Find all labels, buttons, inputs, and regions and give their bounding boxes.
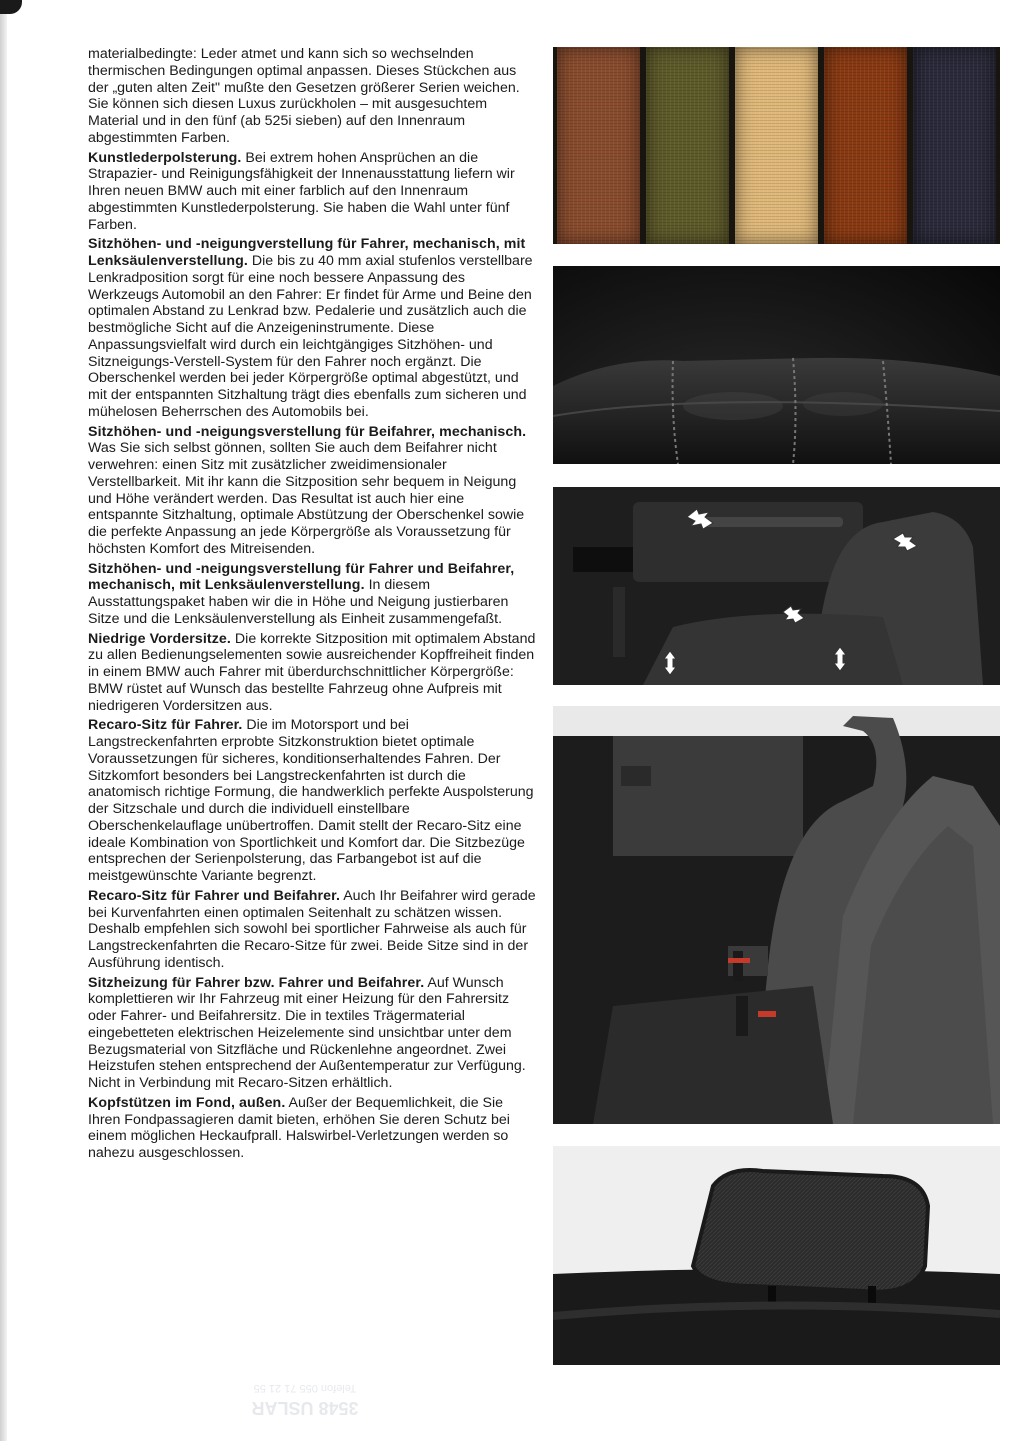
paragraph-sitzhoehe-beide — [88, 561, 536, 628]
paragraph-heading: Sitzhöhen- und -neigungsverstellung für Beifahrer, mechanisch. — [88, 423, 527, 440]
leather-seat-photo — [553, 266, 1000, 464]
paragraph-body: Was Sie sich selbst gönnen, sollten Sie auch dem Beifahrer nicht verwehren: einen Sitz mit zusätzlicher zweidimensionaler Verstellbarkeit. Mit ihr kann die Sitzposition sehr bequem in Neigung und Höhe verändert werden. Das Resultat ist auch hier eine entspannte Sitzhaltung, optimale Abstützung der Oberschenkel sowie die perfekte Anpassung an jede Körpergröße als Voraussetzung für höchsten Komfort des Mitreisenden. — [88, 440, 525, 557]
paragraph-sitzhoehe-fahrer — [88, 236, 536, 420]
paragraph-body: In diesem Ausstattungspaket haben wir die in Höhe und Neigung justierbaren Sitze und die Lenksäulenverstellung als Einheit zusammengefaßt. — [88, 577, 509, 627]
paragraph-body: Die bis zu 40 mm axial stufenlos verstellbare Lenkradposition sorgt für eine noch bessere Anpassung des Werkzeugs Automobil an den Fahrer: Er findet für Arme und Beine den optimalen Abstand zu Lenkrad bzw. Pedalerie und zusätzlich auch die bestmögliche Sicht auf die Anzeigeninstrumente. Diese Anpassungsvielfalt wird durch ein leichtgängiges Sitzhöhen- und Sitzneigungs-Verstell-System für den Fahrer noch ergänzt. Die Oberschenkel werden bei jeder Körpergröße optimal abgestützt, und mit der entspannten Sitzhaltung trägt dies ebenfalls zum sicheren und mühelosen Beherrschen des Automobils bei. — [88, 253, 533, 420]
swatch-1 — [557, 47, 640, 244]
seat-adjustment-photo — [553, 487, 1000, 685]
paragraph-heading: Recaro-Sitz für Fahrer und Beifahrer. — [88, 887, 341, 904]
paragraph-heading: Niedrige Vordersitze. — [88, 630, 231, 647]
page-edge — [0, 0, 7, 1441]
swatch-5 — [913, 47, 996, 244]
paragraph-heading: Recaro-Sitz für Fahrer. — [88, 717, 243, 734]
dealer-stamp — [250, 1358, 360, 1418]
paragraph-body: Nicht in Verbindung mit Recaro-Sitzen erhältlich. — [88, 1075, 393, 1091]
paragraph-niedrige-sitze — [88, 631, 536, 715]
recaro-seat-illustration — [553, 706, 1000, 1124]
paragraph-kunstleder — [88, 150, 536, 234]
swatch-2 — [646, 47, 729, 244]
paragraph-heading: Sitzheizung für Fahrer bzw. Fahrer und Beifahrer. — [88, 974, 425, 991]
corner-mark — [0, 0, 22, 14]
paragraph-heading: Sitzhöhen- und -neigungsverstellung für Fahrer und Beifahrer, mechanisch, mit Lenksäulenverstellung. — [88, 560, 515, 594]
leather-swatches-photo — [553, 47, 1000, 244]
paragraph-body: Außer der Bequemlichkeit, die Sie Ihren Fondpassagieren damit bieten, erhöhen Sie deren Schutz bei einem möglichen Heckaufprall. Halswirbel-Verletzungen werden so nahezu ausgeschlossen. — [88, 1094, 510, 1161]
paragraph-recaro-fahrer — [88, 717, 536, 885]
paragraph-body: materialbedingte: Leder atmet und kann sich so wechselnden thermischen Bedingungen optimal anpassen. Dieses Stückchen aus der „guten alten Zeit" mußte den Gesetzen größerer Serien weichen. Sie können sich diesen Luxus zurückholen – mit ausgesuchtem Material und in den fünf (ab 525i sieben) auf den Innenraum abgestimmten Farben. — [88, 46, 520, 146]
paragraph-body: Auf Wunsch komplettieren wir Ihr Fahrzeug mit einer Heizung für den Fahrersitz oder Fahrer- und Beifahrersitz. Die in textiles Trägermaterial eingebetteten elektrischen Heizelemente sind unsichtbar unter dem Bezugsmaterial von Sitzfläche und Rückenlehne angeordnet. Zwei Heizstufen stehen entsprechend der Außentemperatur zur Verfügung. — [88, 974, 526, 1075]
paragraph-heading: Kunstlederpolsterung. — [88, 149, 242, 166]
paragraph-recaro-beide — [88, 888, 536, 972]
paragraph-recaro-note — [88, 1075, 536, 1092]
paragraph-body: Bei extrem hohen Ansprüchen an die Strapazier- und Reinigungsfähigkeit der Innenausstattung liefern wir Ihren neuen BMW auch mit einer farblich auf den Innenraum abgestimmten Kunstlederpolsterung. Sie haben die Wahl unter fünf Farben. — [88, 149, 515, 233]
paragraph-leather-cont — [88, 46, 536, 147]
body-text-column — [88, 46, 536, 1165]
seat-adjustment-illustration — [553, 487, 1000, 685]
recaro-seat-photo — [553, 706, 1000, 1124]
paragraph-heading: Kopfstützen im Fond, außen. — [88, 1094, 286, 1111]
rear-headrest-illustration — [553, 1146, 1000, 1365]
paragraph-body: Die im Motorsport und bei Langstreckenfahrten erprobte Sitzkonstruktion bietet optimale Voraussetzungen für sicheres, konditionserhaltendes Fahren. Der Sitzkomfort besonders bei Langstreckenfahrten ist durch die anatomisch richtige Formung, die handwerklich perfekte Auspolsterung der Sitzschale und durch die individuell einstellbare Oberschenkelauflage unübertroffen. Damit stellt der Recaro-Sitz eine ideale Kombination von Sportlichkeit und Komfort dar. Die Sitzbezüge entsprechen der Serienpolsterung, das Farbangebot ist auf die meistgewünschte Variante begrenzt. — [88, 717, 534, 884]
paragraph-body: Auch Ihr Beifahrer wird gerade bei Kurvenfahrten einen optimalen Seitenhalt zu schätzen wissen. Deshalb empfehlen sich sowohl bei sportlicher Fahrweise als auch für Langstreckenfahrten die Recaro-Sitze für zwei. Beide Sitze sind in der Ausführung identisch. — [88, 887, 536, 971]
swatch-4 — [824, 47, 907, 244]
paragraph-sitzheizung — [88, 975, 536, 1076]
paragraph-kopfstuetzen — [88, 1095, 536, 1162]
paragraph-body: Die korrekte Sitzposition mit optimalem Abstand zu allen Bedienungselementen sowie ausreichender Kopffreiheit finden in einem BMW auch Fahrer mit überdurchschnittlicher Körpergröße: BMW rüstet auf Wunsch das bestellte Fahrzeug ohne Aufpreis mit niedrigeren Vordersitzen aus. — [88, 630, 536, 714]
dealer-stamp-line: Telefon 055 71 21 55 — [253, 1382, 357, 1394]
paragraph-sitzhoehe-beifahrer — [88, 424, 536, 558]
paragraph-heading: Sitzhöhen- und -neigungverstellung für Fahrer, mechanisch, mit Lenksäulenverstellung. — [88, 236, 526, 269]
rear-headrest-photo — [553, 1146, 1000, 1365]
dealer-stamp-line: 3548 USLAR — [251, 1398, 359, 1418]
leather-seat-illustration — [553, 266, 1000, 464]
swatch-3 — [735, 47, 818, 244]
